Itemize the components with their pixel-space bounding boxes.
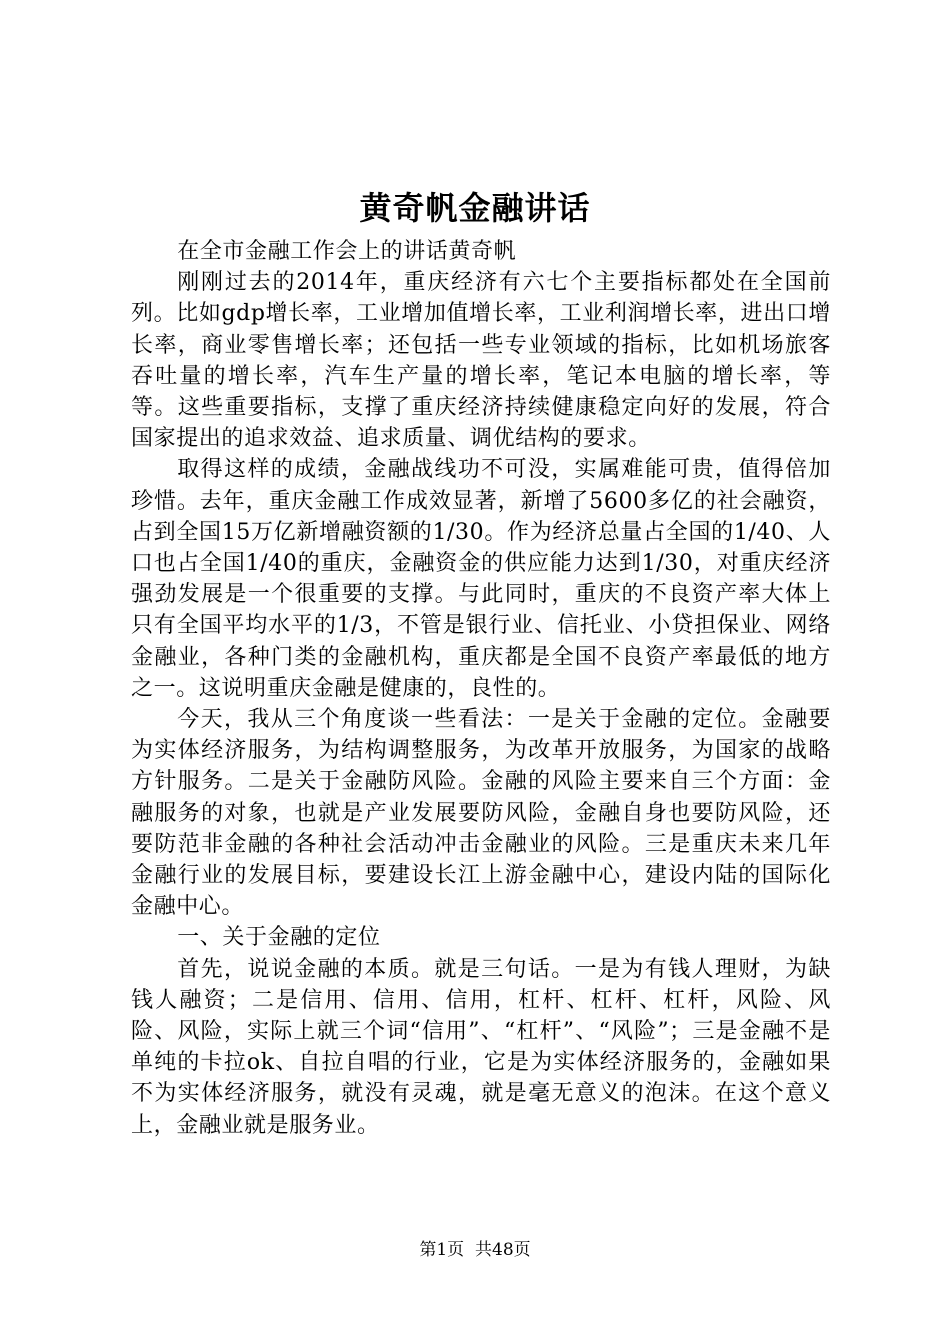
paragraph-nature-of-finance: 首先，说说金融的本质。就是三句话。一是为有钱人理财，为缺钱人融资；二是信用、信用、信用，杠杆、杠杆、杠杆，风险、风险、风险，实际上就三个词“信用”、“杠杆”、“风险”；三是金融不是单纯的卡拉ok、自拉自唱的行业，它是为实体经济服务的，金融如果不为实体经济服务，就没有灵魂，就是毫无意义的泡沫。在这个意义上，金融业就是服务业。	[131, 956, 831, 1138]
page-footer	[0, 1238, 950, 1262]
paragraph-three-perspectives: 今天，我从三个角度谈一些看法：一是关于金融的定位。金融要为实体经济服务，为结构调整服务，为改革开放服务，为国家的战略方针服务。二是关于金融防风险。金融的风险主要来自三个方面：金融服务的对象，也就是产业发展要防风险，金融自身也要防风险，还要防范非金融的各种社会活动冲击金融业的风险。三是重庆未来几年金融行业的发展目标，要建设长江上游金融中心，建设内陆的国际化金融中心。	[131, 707, 831, 920]
paragraph-subtitle: 在全市金融工作会上的讲话黄奇帆	[177, 239, 517, 264]
section-heading-positioning: 一、关于金融的定位	[177, 925, 381, 951]
document-body	[131, 236, 831, 1141]
document-title: 黄奇帆金融讲话	[359, 189, 591, 227]
page-total: 共48页	[475, 1240, 531, 1260]
page-number: 第1页	[419, 1240, 465, 1260]
paragraph-economy-indicators: 刚刚过去的2014年，重庆经济有六七个主要指标都处在全国前列。比如gdp增长率，工业增加值增长率，工业利润增长率，进出口增长率，商业零售增长率；还包括一些专业领域的指标，比如机场旅客吞吐量的增长率，汽车生产量的增长率，笔记本电脑的增长率，等等。这些重要指标，支撑了重庆经济持续健康稳定向好的发展，符合国家提出的追求效益、追求质量、调优结构的要求。	[131, 270, 831, 452]
paragraph-financial-achievements: 取得这样的成绩，金融战线功不可没，实属难能可贵，值得倍加珍惜。去年，重庆金融工作成效显著，新增了5600多亿的社会融资，占到全国15万亿新增融资额的1/30。作为经济总量占全国的1/40、人口也占全国1/40的重庆，金融资金的供应能力达到1/30，对重庆经济强劲发展是一个很重要的支撑。与此同时，重庆的不良资产率大体上只有全国平均水平的1/3，不管是银行业、信托业、小贷担保业、网络金融业，各种门类的金融机构，重庆都是全国不良资产率最低的地方之一。这说明重庆金融是健康的，良性的。	[131, 457, 831, 701]
